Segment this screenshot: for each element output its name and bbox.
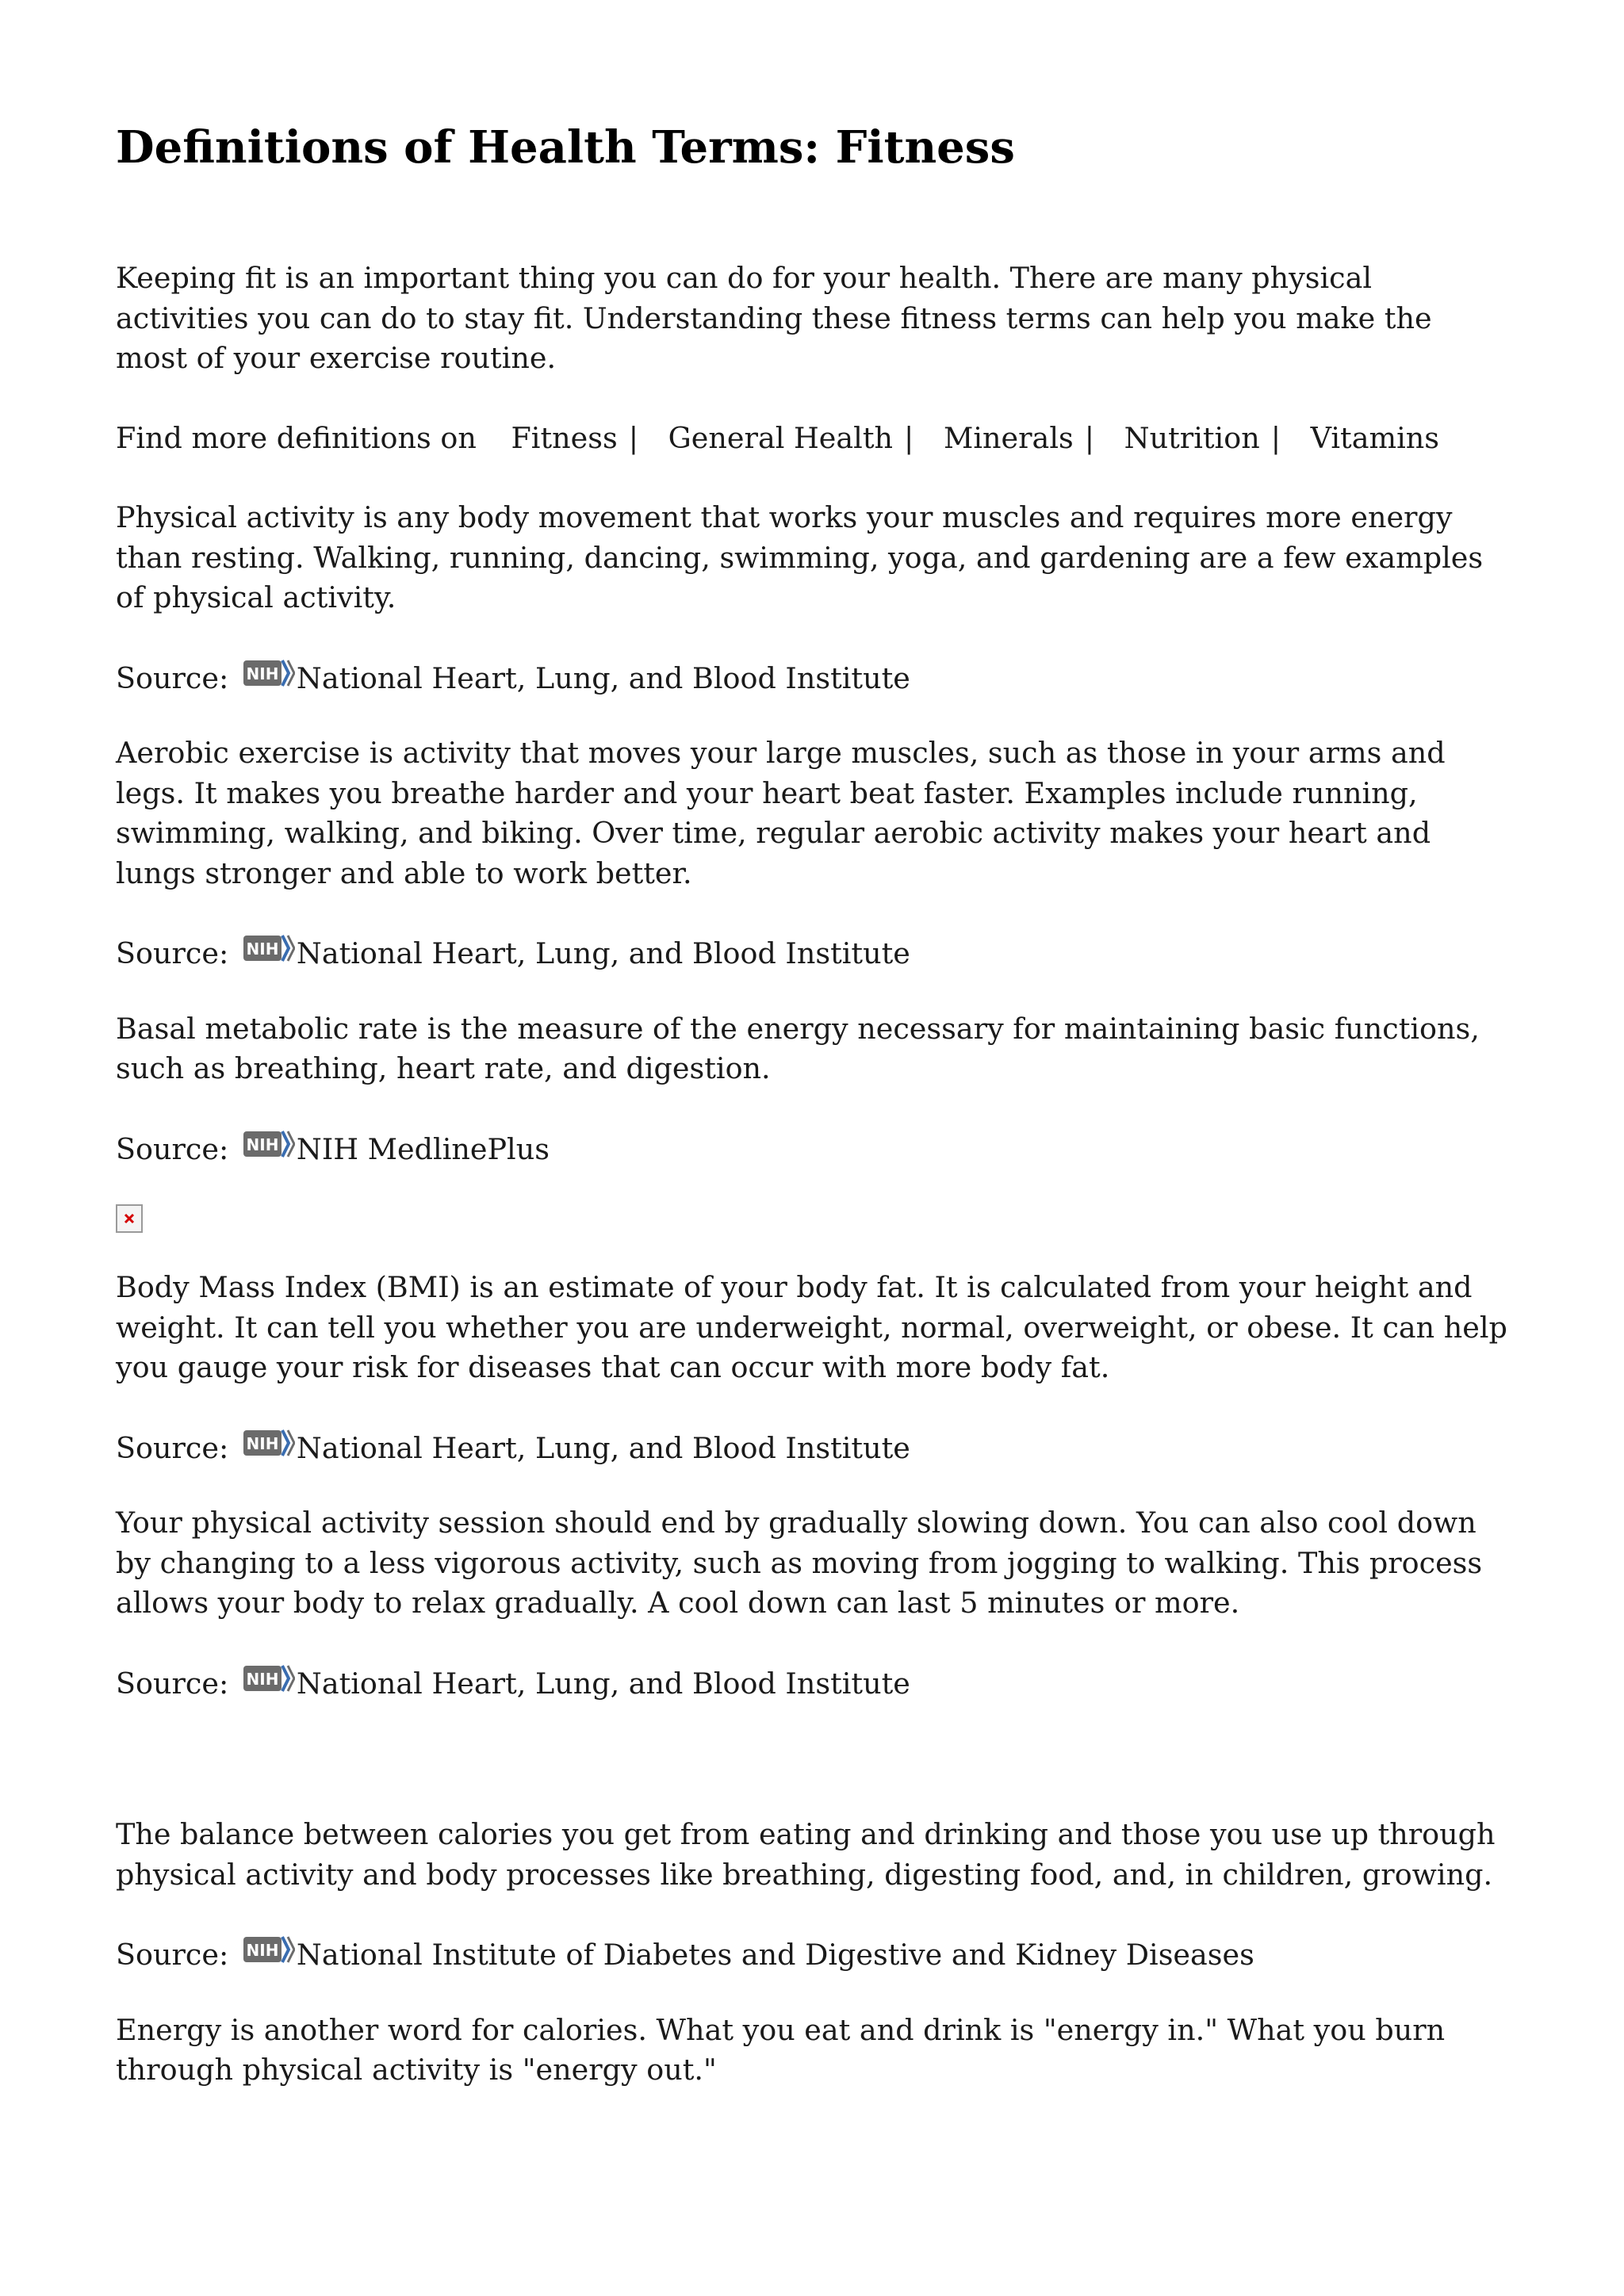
source-link[interactable]: National Institute of Diabetes and Digestive and Kidney Diseases <box>296 1938 1254 1972</box>
nav-link-fitness[interactable]: Fitness <box>511 420 618 455</box>
source-line <box>116 933 1511 974</box>
nih-logo-icon <box>243 658 295 690</box>
nav-lead-text: Find more definitions on <box>116 420 477 455</box>
svg-text:NIH: NIH <box>246 1135 279 1154</box>
nih-logo-icon <box>243 1129 295 1161</box>
broken-image-icon <box>116 1204 143 1233</box>
source-link[interactable]: National Heart, Lung, and Blood Institute <box>296 1430 910 1465</box>
definition-basal-metabolic-rate: Basal metabolic rate is the measure of the energy necessary for maintaining basic functions, such as breathing, heart rate, and digestion. <box>116 1011 1480 1085</box>
nav-separator: | <box>628 420 639 455</box>
nav-link-general-health[interactable]: General Health <box>668 420 894 455</box>
nav-link-vitamins[interactable]: Vitamins <box>1310 420 1439 455</box>
definition-physical-activity: Physical activity is any body movement that works your muscles and requires more energy than resting. Walking, running, dancing, swimming, yoga, and gardening are a few examples of physical activity. <box>116 500 1484 614</box>
source-label: Source: <box>116 936 229 970</box>
nih-logo-icon <box>243 1663 295 1695</box>
svg-text:NIH: NIH <box>246 1941 279 1960</box>
source-label: Source: <box>116 1131 229 1166</box>
source-label: Source: <box>116 1430 229 1465</box>
source-line <box>116 1663 1511 1705</box>
nav-separator: | <box>1084 420 1095 455</box>
source-link[interactable]: NIH MedlinePlus <box>296 1131 550 1166</box>
definition-energy-balance: The balance between calories you get from eating and drinking and those you use up through physical activity and body processes like breathing, digesting food, and, in children, growing. <box>116 1817 1496 1892</box>
nav-link-nutrition[interactable]: Nutrition <box>1124 420 1260 455</box>
definition-body-mass-index: Body Mass Index (BMI) is an estimate of your body fat. It is calculated from your height and weight. It can tell you whether you are underweight, normal, overweight, or obese. It can help you gauge your risk for diseases that can occur with more body fat. <box>116 1270 1507 1384</box>
definition-energy: Energy is another word for calories. What you eat and drink is "energy in." What you burn through physical activity is "energy out." <box>116 2012 1446 2087</box>
nav-link-minerals[interactable]: Minerals <box>943 420 1074 455</box>
nih-logo-icon <box>243 933 295 965</box>
source-line <box>116 1428 1511 1469</box>
nav-separator: | <box>1270 420 1281 455</box>
source-label: Source: <box>116 660 229 695</box>
source-label: Source: <box>116 1938 229 1972</box>
svg-text:NIH: NIH <box>246 664 279 683</box>
nih-logo-icon <box>243 1934 295 1966</box>
source-line <box>116 1129 1511 1170</box>
definition-cool-down: Your physical activity session should end by gradually slowing down. You can also cool down by changing to a less vigorous activity, such as moving from jogging to walking. This process allows your body to relax gradually. A cool down can last 5 minutes or more. <box>116 1506 1483 1620</box>
definitions-nav <box>116 419 1511 459</box>
spacer <box>116 1739 1511 1815</box>
nih-logo-icon <box>243 1428 295 1460</box>
svg-text:NIH: NIH <box>246 1669 279 1689</box>
source-line <box>116 1934 1511 1976</box>
source-link[interactable]: National Heart, Lung, and Blood Institute <box>296 936 910 970</box>
source-link[interactable]: National Heart, Lung, and Blood Institute <box>296 1666 910 1701</box>
nav-separator: | <box>904 420 914 455</box>
source-label: Source: <box>116 1666 229 1701</box>
source-line <box>116 658 1511 699</box>
source-link[interactable]: National Heart, Lung, and Blood Institute <box>296 660 910 695</box>
definition-aerobic-exercise: Aerobic exercise is activity that moves your large muscles, such as those in your arms and legs. It makes you breathe harder and your heart beat faster. Examples include running, swimming, walking, and biking. Over time, regular aerobic activity makes your heart and lungs stronger and able to work better. <box>116 736 1446 890</box>
svg-text:NIH: NIH <box>246 939 279 959</box>
page-title: Definitions of Health Terms: Fitness <box>116 121 1015 174</box>
document-page <box>116 119 1511 2130</box>
svg-text:NIH: NIH <box>246 1433 279 1453</box>
intro-paragraph: Keeping fit is an important thing you can do for your health. There are many physical activities you can do to stay fit. Understanding these fitness terms can help you make the most of your exercise routine. <box>116 261 1432 375</box>
